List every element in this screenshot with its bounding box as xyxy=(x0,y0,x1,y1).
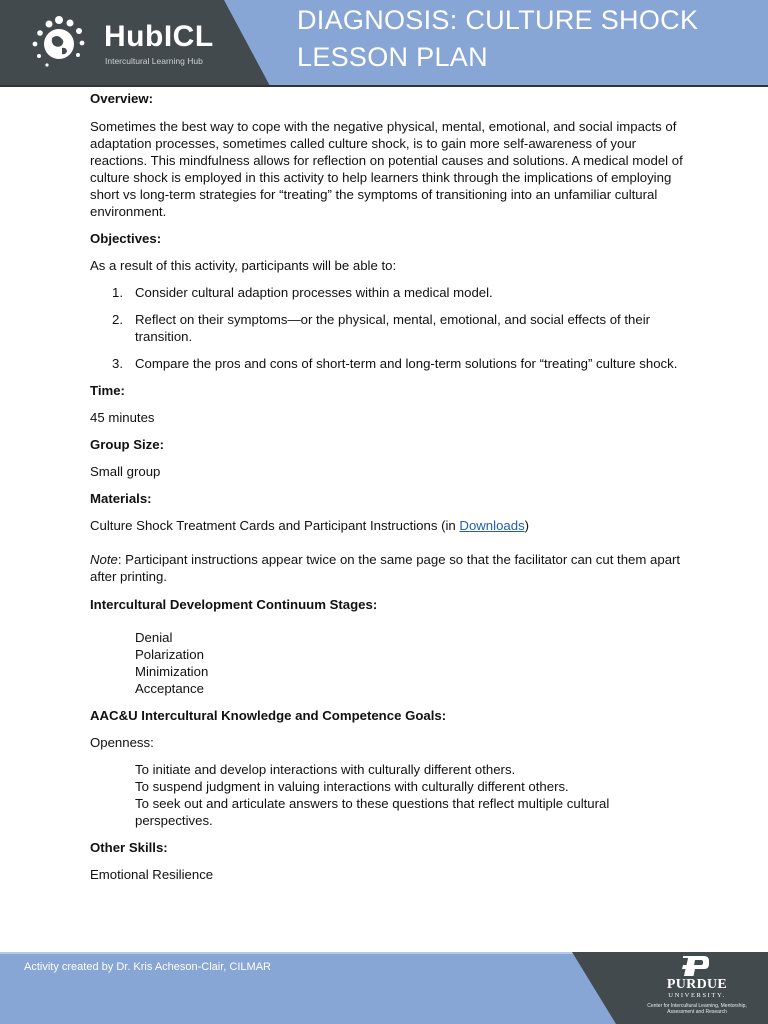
lesson-content xyxy=(90,87,690,883)
time-value: 45 minutes xyxy=(90,410,155,425)
list-item: To suspend judgment in valuing interactions with culturally different others. xyxy=(135,779,569,794)
list-item: 2. Reflect on their symptoms—or the physical, mental, emotional, and social effects of their transition. xyxy=(112,312,651,344)
list-item: Polarization xyxy=(135,647,204,662)
other-skills-heading: Other Skills: xyxy=(90,840,168,855)
group-size-heading: Group Size: xyxy=(90,437,164,452)
list-item: To initiate and develop interactions with culturally different others. xyxy=(135,762,516,777)
activity-credit: Activity created by Dr. Kris Acheson-Clair, CILMAR xyxy=(24,961,271,973)
aacu-subheading: Openness: xyxy=(90,735,154,750)
overview-heading: Overview: xyxy=(90,91,154,106)
list-item: 3. Compare the pros and cons of short-term and long-term solutions for “treating” culture shock. xyxy=(112,356,678,371)
purdue-wordmark: PURDUE xyxy=(666,977,728,992)
list-item: Acceptance xyxy=(135,681,204,696)
title-line-1: DIAGNOSIS: CULTURE SHOCK xyxy=(297,5,699,35)
idc-heading: Intercultural Development Continuum Stages: xyxy=(90,597,378,612)
logo-wordmark: HubICL xyxy=(104,20,214,53)
materials-note: Note: Participant instructions appear twice on the same page so that the facilitator can cut them apart after printing. xyxy=(90,552,681,584)
time-heading: Time: xyxy=(90,383,125,398)
objectives-list xyxy=(90,284,690,372)
objectives-intro: As a result of this activity, participants will be able to: xyxy=(90,258,397,273)
overview-text: Sometimes the best way to cope with the negative physical, mental, emotional, and social impacts of adaptation processes, sometimes called culture shock, is to gain more self-awareness of your reactions. This mindfulness allows for reflection on potential causes and solutions. A medical model of culture shock is employed in this activity to help learners think through the implications of employing short vs long-term strategies for “treating” the symptoms of transitioning into an unfamiliar cultural environment. xyxy=(90,119,683,219)
objectives-heading: Objectives: xyxy=(90,231,162,246)
list-item: Minimization xyxy=(135,664,209,679)
list-item: Denial xyxy=(135,630,173,645)
hubicl-globe-icon xyxy=(28,14,90,70)
aacu-heading: AAC&U Intercultural Knowledge and Competence Goals: xyxy=(90,708,447,723)
logo-subtitle: Intercultural Learning Hub xyxy=(105,56,203,66)
list-item: To seek out and articulate answers to these questions that reflect multiple cultural perspectives. xyxy=(135,796,610,828)
idc-stage-list xyxy=(90,629,690,697)
purdue-p-logo-icon xyxy=(680,955,710,977)
downloads-link[interactable]: Downloads xyxy=(459,518,525,533)
purdue-university-label: UNIVERSITY. xyxy=(668,992,726,999)
materials-heading: Materials: xyxy=(90,491,152,506)
purdue-center-label: Center for Intercultural Learning, Mentorship, Assessment and Research xyxy=(647,1003,747,1015)
page-title xyxy=(297,2,698,76)
title-line-2: LESSON PLAN xyxy=(297,42,488,72)
materials-text: Culture Shock Treatment Cards and Participant Instructions (in Downloads) xyxy=(90,518,530,533)
page-header xyxy=(0,0,768,86)
group-size-value: Small group xyxy=(90,464,161,479)
aacu-goal-list xyxy=(90,761,690,829)
other-skills-value: Emotional Resilience xyxy=(90,867,214,882)
list-item: 1. Consider cultural adaption processes within a medical model. xyxy=(112,285,493,300)
